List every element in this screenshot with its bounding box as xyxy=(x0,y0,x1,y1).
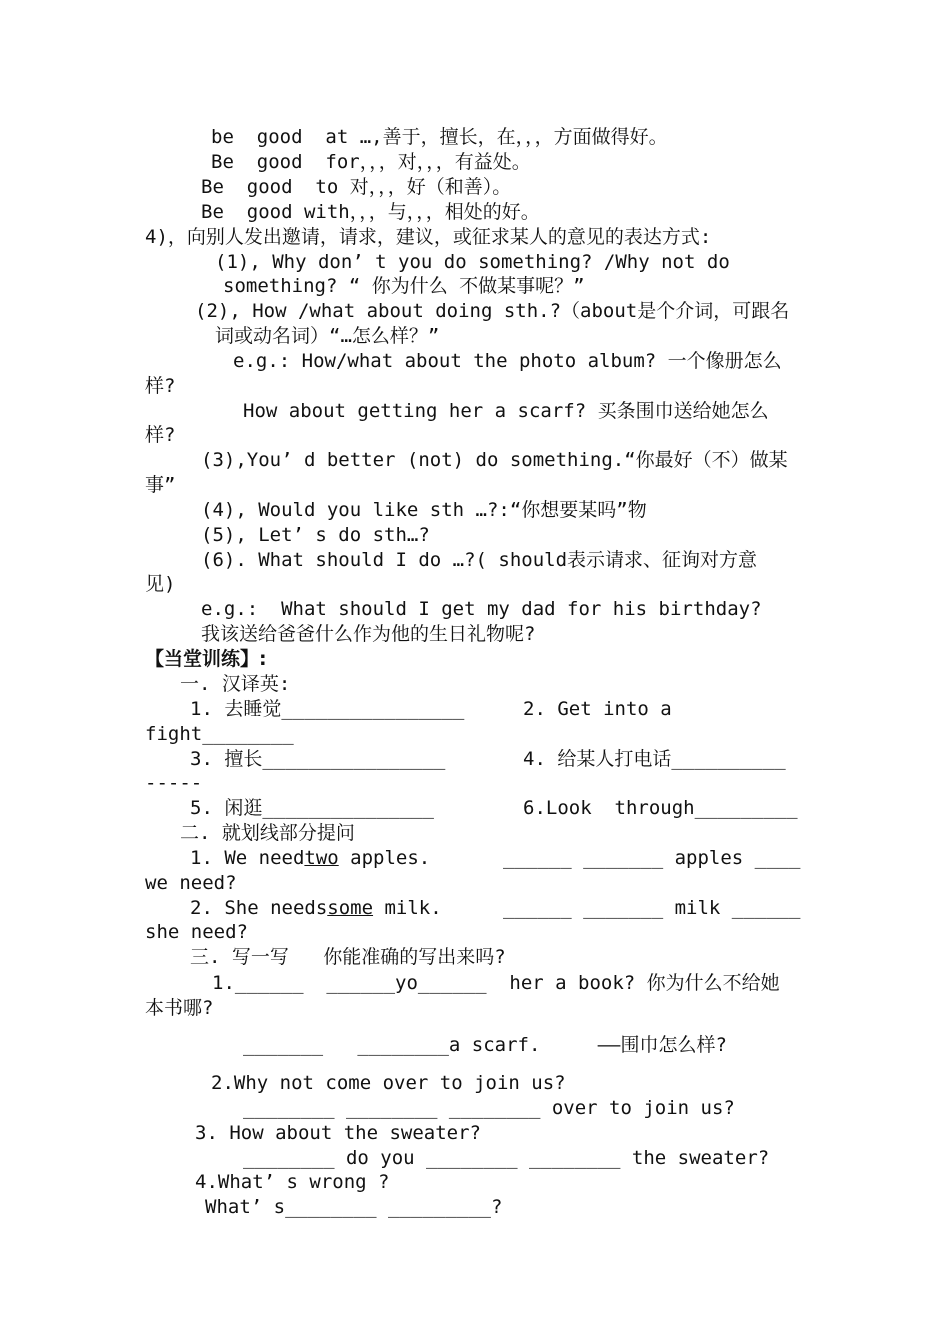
part-1-question-3: 3. 擅长________________ xyxy=(190,748,446,770)
part-2-q1-prefix: 1. We need xyxy=(190,847,305,869)
example-3-line-a: e.g.: What should I get my dad for his birthday? xyxy=(201,598,762,620)
part-1-question-6: 6.Look through_________ xyxy=(523,797,798,819)
part-1-question-2-cont: fight________ xyxy=(145,723,294,745)
part-3-question-2-answer: ________ ________ ________ over to join us? xyxy=(243,1097,735,1119)
note-be-good-to: Be good to 对，，，好（和善）。 xyxy=(201,176,512,198)
note-be-good-with: Be good with，，，与，，，相处的好。 xyxy=(201,201,540,223)
part-1-question-2: 2. Get into a xyxy=(523,698,672,720)
part-2-question-1 xyxy=(190,846,430,870)
example-2-line-b: 样? xyxy=(145,424,176,446)
part-3-question-3-answer: ________ do you ________ ________ the sweater? xyxy=(243,1147,770,1169)
part-3-question-1: 1.______ ______yo______ her a book? 你为什么不给她 xyxy=(212,972,780,994)
item-3-line-b: 事” xyxy=(145,474,176,496)
note-be-good-for: Be good for，，，对，，，有益处。 xyxy=(211,151,531,173)
part-1-question-4: 4. 给某人打电话__________ xyxy=(523,748,786,770)
practice-heading: 【当堂训练】: xyxy=(145,648,267,670)
part-3-question-1-cont: 本书哪? xyxy=(145,997,214,1019)
part-3-question-2: 2.Why not come over to join us? xyxy=(211,1072,566,1094)
point-4-title: 4)，向别人发出邀请，请求，建议，或征求某人的意见的表达方式: xyxy=(145,226,712,248)
item-6-line-a: (6). What should I do …?( should表示请求、征询对方意 xyxy=(201,549,758,571)
part-3-question-3: 3. How about the sweater? xyxy=(195,1122,481,1144)
part-2-answer-1: ______ _______ apples ____ xyxy=(503,847,801,869)
part-2-answer-1-cont: we need? xyxy=(145,872,237,894)
part-2-title: 二. 就划线部分提问 xyxy=(180,822,355,844)
item-4: (4), Would you like sth …?:“你想要某吗”物 xyxy=(201,499,647,521)
part-3-question-4: 4.What’ s wrong ? xyxy=(195,1171,390,1193)
example-3-line-b: 我该送给爸爸什么作为他的生日礼物呢? xyxy=(201,623,536,645)
part-1-question-1: 1. 去睡觉________________ xyxy=(190,698,465,720)
part-1-question-5: 5. 闲逛_______________ xyxy=(190,797,434,819)
part-2-q2-suffix: milk. xyxy=(373,897,442,919)
part-3-q4-prefix: What’ s xyxy=(205,1196,286,1218)
example-1-line-b: 样? xyxy=(145,375,176,397)
part-2-q2-underlined: some xyxy=(327,897,374,919)
item-5: (5), Let’ s do sth…? xyxy=(201,524,430,546)
part-2-q1-suffix: apples. xyxy=(338,847,431,869)
note-be-good-at: be good at …,善于，擅长，在，，，方面做得好。 xyxy=(211,126,668,148)
example-2-line-a: How about getting her a scarf? 买条围巾送给她怎么 xyxy=(243,400,769,422)
item-2-line-b: 词或动名词）“…怎么样？” xyxy=(215,325,440,347)
part-3-q4-blank: ________ _________? xyxy=(285,1196,503,1218)
part-1-question-4-cont: ----- xyxy=(145,772,203,794)
item-3-line-a: (3),You’ d better (not) do something.“你最好（不）做某 xyxy=(201,449,788,471)
part-2-answer-2: ______ _______ milk ______ xyxy=(503,897,801,919)
item-1-line-a: (1), Why don’ t you do something? /Why not do xyxy=(215,251,730,273)
item-1-line-b: something? “ 你为什么 不做某事呢？” xyxy=(223,275,585,297)
item-6-line-b: 见) xyxy=(145,573,176,595)
example-1-line-a: e.g.: How/what about the photo album? 一个像册怎么 xyxy=(233,350,782,372)
part-3-title: 三. 写一写 你能准确的写出来吗? xyxy=(190,946,506,968)
item-2-line-a: (2), How /what about doing sth.?（about是个介词，可跟名 xyxy=(195,300,790,322)
part-2-answer-2-cont: she need? xyxy=(145,921,248,943)
part-3-question-4-answer xyxy=(205,1195,502,1219)
part-2-q2-prefix: 2. She needs xyxy=(190,897,328,919)
part-2-q1-underlined: two xyxy=(304,847,339,869)
part-3-question-1-answer: _______ ________a scarf. ——围巾怎么样? xyxy=(243,1034,727,1056)
part-1-title: 一. 汉译英: xyxy=(180,673,291,695)
part-2-question-2 xyxy=(190,896,442,920)
